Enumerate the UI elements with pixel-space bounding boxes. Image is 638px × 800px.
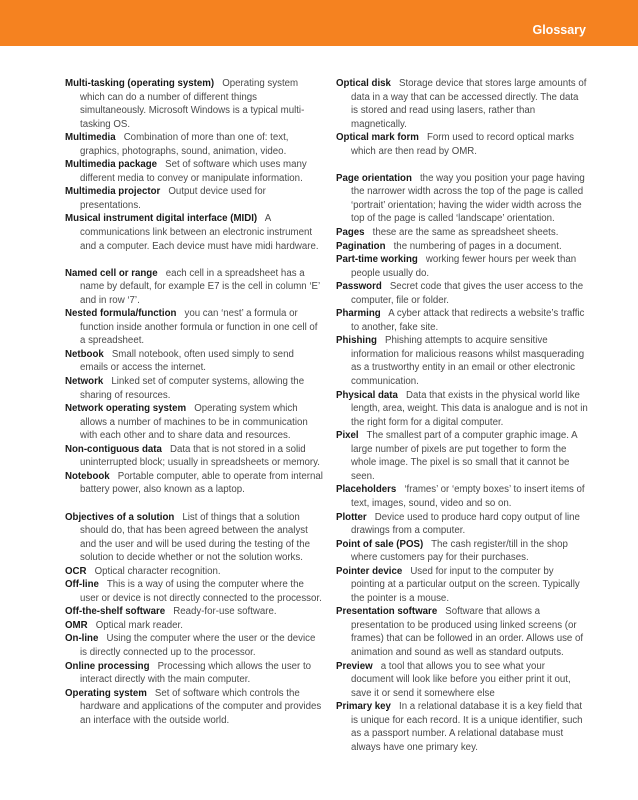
glossary-term: Preview: [336, 660, 373, 672]
glossary-entry: [65, 660, 323, 687]
glossary-term: Musical instrument digital interface (MIDI): [65, 213, 258, 225]
glossary-definition: This is a way of using the computer where the user or device is not directly connected to the processor.: [80, 579, 322, 604]
glossary-term: Pixel: [336, 430, 359, 442]
glossary-term: Nested formula/function: [65, 308, 177, 320]
glossary-entry: [336, 307, 588, 334]
glossary-definition: you can ‘nest’ a formula or function inside another formula or function in one cell of a spreadsheet.: [80, 308, 318, 347]
glossary-definition: Set of software which uses many different media to convey or manipulate information.: [80, 159, 307, 184]
glossary-term: Pagination: [336, 240, 386, 252]
glossary-term: Pages: [336, 227, 365, 239]
glossary-entry: [336, 240, 588, 254]
glossary-entry: [65, 511, 323, 565]
glossary-entry: [336, 253, 588, 280]
glossary-entry: [336, 605, 588, 659]
glossary-definition: Ready-for-use software.: [173, 606, 277, 618]
glossary-term: Multimedia: [65, 132, 116, 144]
glossary-definition: Output device used for presentations.: [80, 186, 266, 211]
glossary-entry: [336, 429, 588, 483]
glossary-definition: working fewer hours per week than people usually do.: [351, 254, 577, 279]
glossary-entry: [336, 483, 588, 510]
glossary-entry: [65, 578, 323, 605]
glossary-definition: the way you position your page having the narrower width across the top of the page is called ‘portrait’ orientation; having the wider width across the top of the page is called ‘landscape’ orientation.: [351, 172, 585, 225]
glossary-entry: [336, 660, 588, 701]
glossary-definition: Data that exists in the physical world like length, area, weight. This data is analogue and is not in the right form for a digital computer.: [351, 389, 588, 428]
glossary-definition: Optical mark reader.: [95, 619, 183, 631]
glossary-entry: [65, 77, 323, 131]
glossary-entry: [65, 443, 323, 470]
glossary-definition: Form used to record optical marks which are then read by OMR.: [351, 132, 574, 157]
glossary-term: Multimedia projector: [65, 186, 161, 198]
glossary-definition: A cyber attack that redirects a website’s traffic to another, fake site.: [351, 308, 585, 333]
glossary-term: Phishing: [336, 335, 377, 347]
glossary-term: Operating system: [65, 687, 147, 699]
glossary-term: Plotter: [336, 511, 367, 523]
glossary-definition: Optical character recognition.: [94, 565, 221, 577]
glossary-term: Page orientation: [336, 172, 412, 184]
glossary-term: Pointer device: [336, 565, 403, 577]
glossary-entry: [336, 565, 588, 606]
glossary-entry: [65, 632, 323, 659]
glossary-entry: [65, 375, 323, 402]
glossary-definition: Operating system which allows a number of machines to be in communication with each other and to share data and resources.: [80, 403, 308, 442]
glossary-entry: [336, 538, 588, 565]
glossary-entry: [65, 348, 323, 375]
glossary-term: Physical data: [336, 389, 398, 401]
glossary-definition: a tool that allows you to see what your document will look like before you either print it out, save it or send it somewhere else: [351, 660, 571, 699]
glossary-definition: the numbering of pages in a document.: [393, 240, 562, 252]
glossary-entry: [65, 212, 323, 253]
glossary-term: Named cell or range: [65, 267, 158, 279]
glossary-entry: [336, 226, 588, 240]
glossary-entry: [336, 77, 588, 131]
glossary-entry: [65, 158, 323, 185]
glossary-entry: [336, 172, 588, 226]
glossary-term: Off-line: [65, 579, 99, 591]
glossary-definition: The cash register/till in the shop where customers pay for their purchases.: [351, 538, 568, 564]
glossary-entry: [65, 267, 323, 308]
page-title: Glossary: [532, 23, 586, 37]
glossary-term: Password: [336, 281, 382, 293]
glossary-definition: A communications link between an electronic instrument and a computer. Each device must have midi hardware.: [80, 213, 319, 252]
glossary-term: Non-contiguous data: [65, 443, 162, 455]
glossary-definition: Set of software which controls the hardware and applications of the computer and provides an interface with the outside world.: [80, 687, 322, 726]
glossary-entry: [65, 470, 323, 497]
glossary-definition: Storage device that stores large amounts of data in a way that can be accessed directly. The data is stored and read using lasers, rather than magnetically.: [351, 78, 587, 130]
glossary-term: OMR: [65, 619, 88, 631]
glossary-definition: ‘frames’ or ‘empty boxes’ to insert items of text, images, sound, video and so on.: [351, 484, 585, 509]
glossary-definition: each cell in a spreadsheet has a name by default, for example E7 is the cell in column ‘E’ and in row ‘7’.: [80, 267, 320, 306]
glossary-term: Multi-tasking (operating system): [65, 78, 215, 89]
glossary-definition: these are the same as spreadsheet sheets.: [372, 227, 559, 239]
glossary-definition: Processing which allows the user to interact directly with the main computer.: [80, 660, 312, 686]
glossary-entry: [65, 307, 323, 348]
glossary-entry: [65, 131, 323, 158]
glossary-term: On-line: [65, 633, 99, 645]
glossary-definition: Using the computer where the user or the device is directly connected up to the processor.: [80, 633, 316, 658]
glossary-entry: [65, 185, 323, 212]
glossary-entry: [336, 280, 588, 307]
glossary-definition: Data that is not stored in a solid uninterrupted block; usually in spreadsheets or memory.: [80, 443, 320, 469]
glossary-entry: [336, 389, 588, 430]
glossary-definition: List of things that a solution should do, that has been agreed between the analyst and the user and will be used during the testing of the solution to decide whether or not the solution works.: [80, 511, 310, 564]
glossary-definition: Used for input to the computer by pointing at a particular output on the screen. Typically the pointer is a mouse.: [351, 565, 580, 604]
glossary-entry: [65, 619, 323, 633]
glossary-column-right: [336, 77, 588, 754]
glossary-entry: [65, 687, 323, 728]
glossary-column-left: [65, 77, 323, 727]
glossary-term: Off-the-shelf software: [65, 606, 166, 618]
glossary-term: Network: [65, 376, 104, 388]
glossary-entry: [65, 605, 323, 619]
glossary-definition: Secret code that gives the user access to the computer, file or folder.: [351, 281, 584, 306]
glossary-term: Netbook: [65, 348, 104, 360]
glossary-term: Primary key: [336, 701, 391, 713]
glossary-term: Online processing: [65, 660, 150, 672]
page-header: [0, 0, 638, 46]
glossary-term: OCR: [65, 565, 87, 577]
glossary-entry: [65, 565, 323, 579]
glossary-entry: [65, 402, 323, 443]
glossary-term: Notebook: [65, 470, 110, 482]
glossary-term: Placeholders: [336, 484, 397, 496]
glossary-definition: Portable computer, able to operate from internal battery power, also known as a laptop.: [80, 470, 323, 496]
glossary-definition: Linked set of computer systems, allowing the sharing of resources.: [80, 376, 305, 401]
glossary-entry: [336, 511, 588, 538]
glossary-term: Objectives of a solution: [65, 511, 175, 523]
glossary-definition: In a relational database it is a key field that is unique for each record. It is a unique identifier, such as a passport number. A relational database must always have one primary key.: [351, 701, 583, 753]
glossary-term: Optical disk: [336, 78, 391, 89]
glossary-term: Network operating system: [65, 403, 187, 415]
glossary-term: Optical mark form: [336, 132, 419, 144]
glossary-entry: [336, 334, 588, 388]
glossary-definition: The smallest part of a computer graphic image. A large number of pixels are put together to form the whole image. The pixel is so small that it cannot be seen.: [351, 430, 578, 482]
glossary-definition: Combination of more than one of: text, graphics, photographs, sound, animation, video.: [80, 132, 289, 157]
glossary-entry: [336, 131, 588, 158]
glossary-definition: Phishing attempts to acquire sensitive information for malicious reasons whilst masquerading as a trustworthy entity in an email or other electronic communication.: [351, 335, 585, 388]
glossary-definition: Device used to produce hard copy output of line drawings from a computer.: [351, 511, 580, 537]
glossary-term: Point of sale (POS): [336, 538, 424, 550]
glossary-term: Part-time working: [336, 254, 418, 266]
glossary-definition: Operating system which can do a number of different things simultaneously. Microsoft Windows is a typical multi-tasking OS.: [80, 78, 305, 130]
glossary-definition: Small notebook, often used simply to send emails or access the internet.: [80, 348, 294, 374]
glossary-definition: Software that allows a presentation to be produced using linked screens (or frames) that can be followed in an order. Allows use of animation and sound as well as standard outputs.: [351, 606, 584, 658]
glossary-term: Multimedia package: [65, 159, 158, 171]
glossary-term: Presentation software: [336, 606, 438, 618]
glossary-term: Pharming: [336, 308, 381, 320]
glossary-entry: [336, 700, 588, 754]
